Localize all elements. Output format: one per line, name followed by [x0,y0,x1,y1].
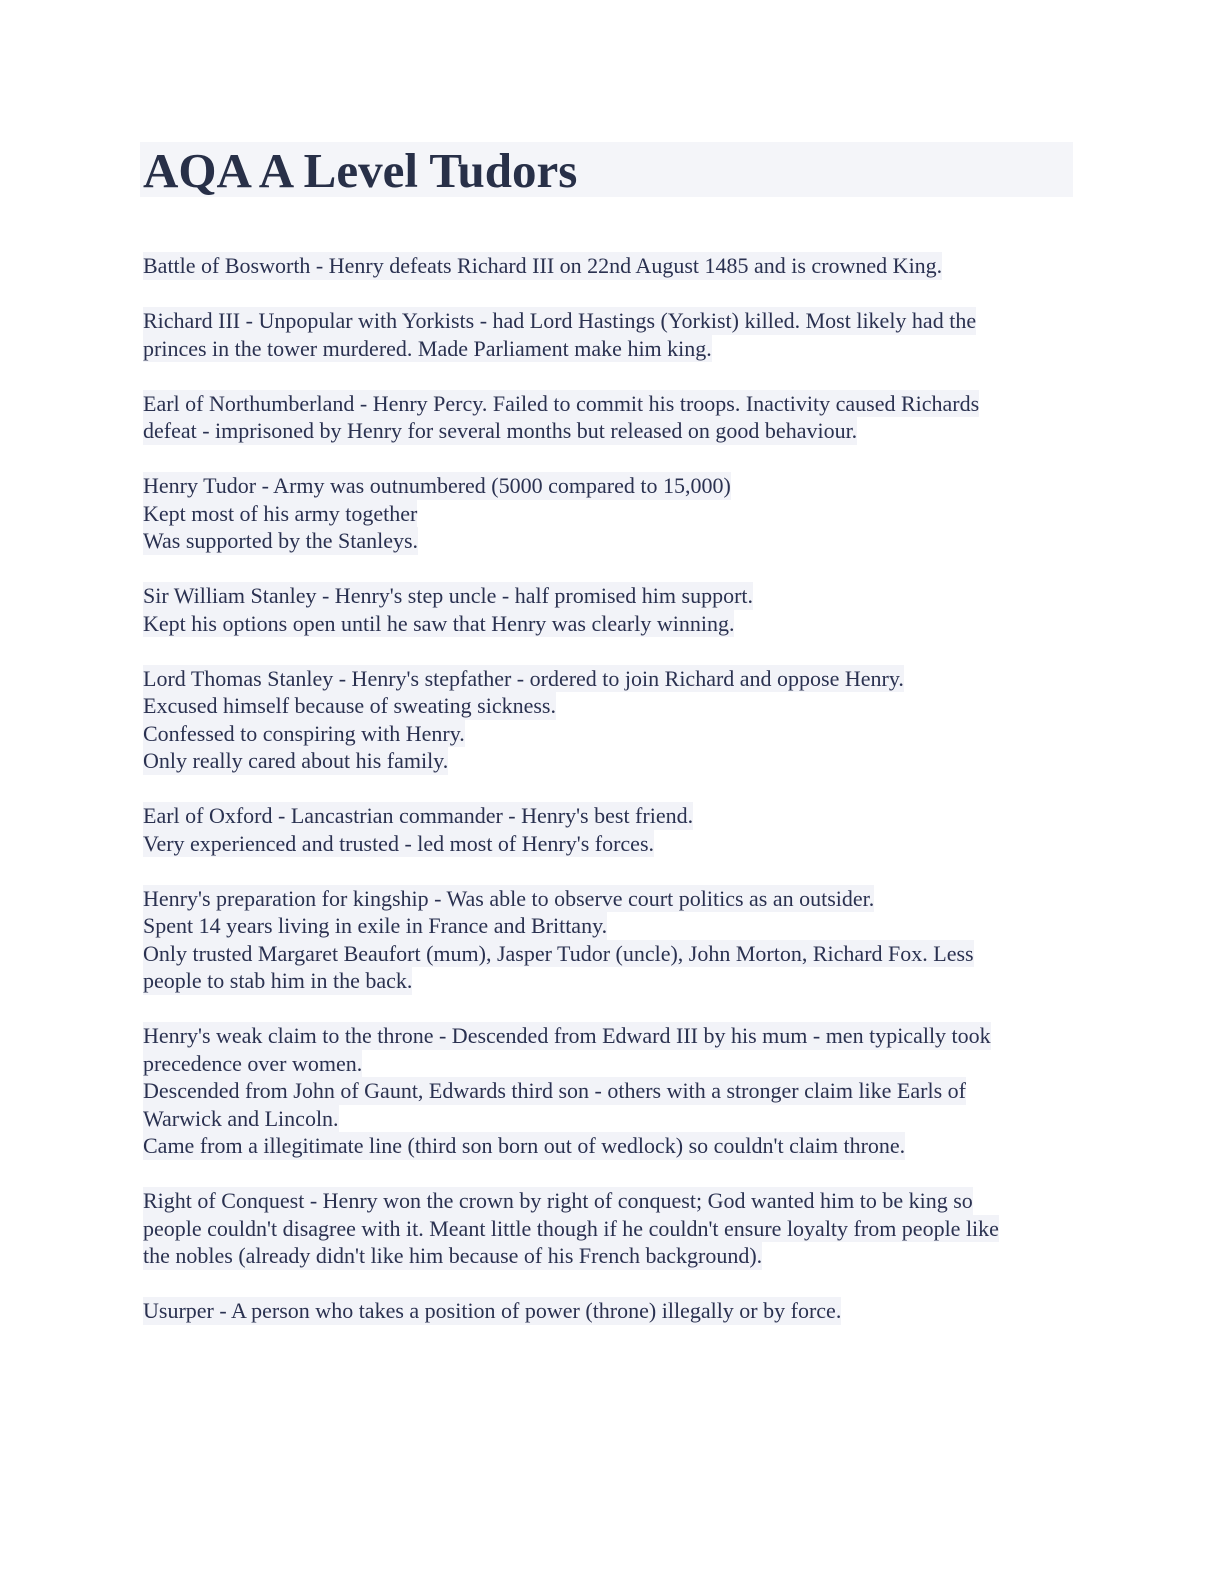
paragraph-weak-claim [143,1022,1083,1160]
text-line: Earl of Northumberland - Henry Percy. Failed to commit his troops. Inactivity caused Richards [143,390,980,416]
text-line: defeat - imprisoned by Henry for several months but released on good behaviour. [143,418,858,443]
text-line: Confessed to conspiring with Henry. [143,720,465,746]
text-line: people couldn't disagree with it. Meant little though if he couldn't ensure loyalty from people like [143,1215,999,1241]
paragraph-earl-of-oxford [143,802,1083,857]
text-line: Richard III - Unpopular with Yorkists - had Lord Hastings (Yorkist) killed. Most likely had the [143,308,977,333]
text-line: people to stab him in the back. [143,968,413,993]
text-line: Descended from John of Gaunt, Edwards third son - others with a stronger claim like Earls of [143,1078,966,1103]
paragraph-bosworth [143,252,1083,280]
text-line: Right of Conquest - Henry won the crown by right of conquest; God wanted him to be king so [143,1188,973,1213]
text-line: Very experienced and trusted - led most of Henry's forces. [143,830,655,856]
document-body [143,252,1083,1352]
page-title: AQA A Level Tudors [143,143,578,198]
text-line: Only trusted Margaret Beaufort (mum), Jasper Tudor (uncle), John Morton, Richard Fox. Less [143,940,974,966]
paragraph-thomas-stanley [143,665,1083,775]
text-line: Excused himself because of sweating sickness. [143,693,556,718]
text-line: Henry's weak claim to the throne - Descended from Edward III by his mum - men typically took [143,1023,991,1048]
paragraph-right-of-conquest [143,1187,1083,1270]
text-line: precedence over women. [143,1050,363,1076]
text-line: Sir William Stanley - Henry's step uncle - half promised him support. [143,583,754,608]
paragraph-northumberland [143,390,1083,445]
paragraph-usurper [143,1297,1083,1325]
text-line: Lord Thomas Stanley - Henry's stepfather - ordered to join Richard and oppose Henry. [143,665,904,691]
text-line: Only really cared about his family. [143,748,449,773]
text-line: Battle of Bosworth - Henry defeats Richard III on 22nd August 1485 and is crowned King. [143,253,943,278]
paragraph-william-stanley [143,582,1083,637]
text-line: Henry's preparation for kingship - Was able to observe court politics as an outsider. [143,885,875,911]
text-line: Usurper - A person who takes a position of power (throne) illegally or by force. [143,1298,842,1323]
paragraph-henry-tudor [143,472,1083,555]
text-line: Earl of Oxford - Lancastrian commander - Henry's best friend. [143,803,694,828]
text-line: princes in the tower murdered. Made Parliament make him king. [143,335,712,361]
text-line: Warwick and Lincoln. [143,1105,339,1131]
text-line: Kept most of his army together [143,500,418,526]
text-line: Was supported by the Stanleys. [143,528,419,553]
text-line: Spent 14 years living in exile in France and Brittany. [143,913,608,938]
text-line: Henry Tudor - Army was outnumbered (5000 compared to 15,000) [143,473,731,498]
text-line: Kept his options open until he saw that Henry was clearly winning. [143,610,735,636]
text-line: Came from a illegitimate line (third son born out of wedlock) so couldn't claim throne. [143,1133,906,1158]
text-line: the nobles (already didn't like him because of his French background). [143,1243,763,1268]
paragraph-richard-iii [143,307,1083,362]
paragraph-kingship-preparation [143,885,1083,995]
